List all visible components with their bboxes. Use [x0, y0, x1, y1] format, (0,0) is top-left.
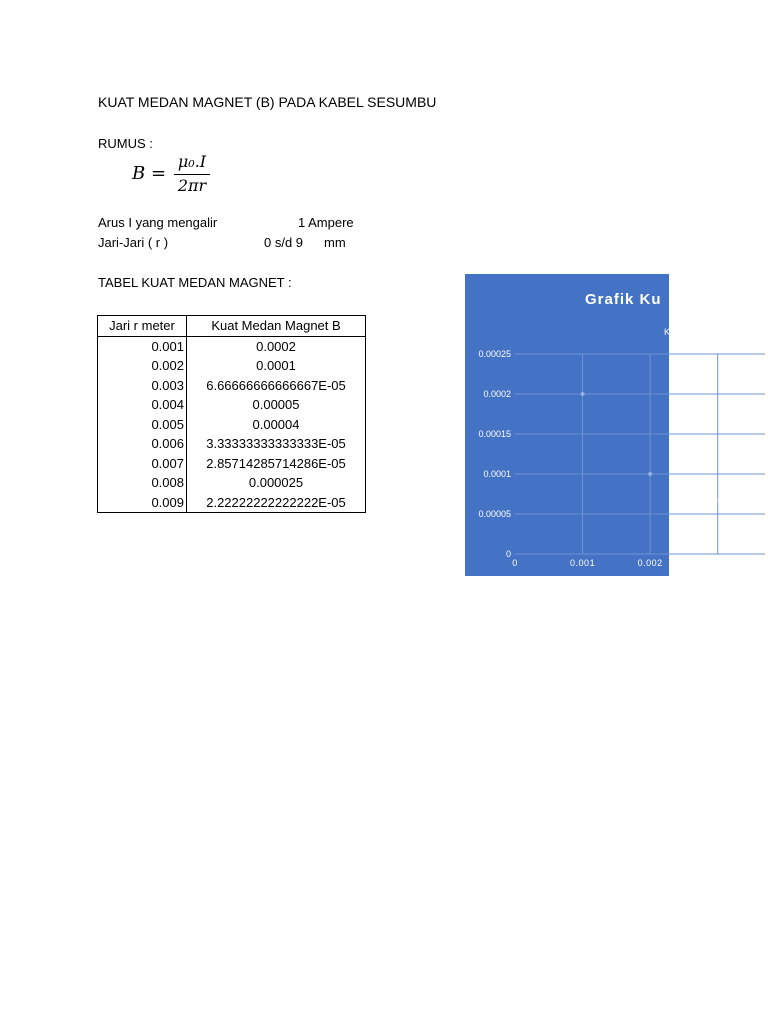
cell-field: 0.0002: [187, 336, 366, 356]
cell-field: 3.33333333333333E-05: [187, 434, 366, 454]
formula-lhs: B =: [132, 163, 167, 184]
table-row: [98, 356, 366, 376]
y-tick-label: 0.00015: [478, 429, 511, 439]
y-tick-label: 0.00005: [478, 509, 511, 519]
x-tick-label: 0.003: [705, 558, 731, 568]
cell-radius: 0.009: [98, 493, 187, 513]
scatter-chart: [465, 274, 731, 576]
cell-radius: 0.004: [98, 395, 187, 415]
radius-value: 0 s/d 9: [264, 235, 304, 250]
cell-radius: 0.005: [98, 415, 187, 435]
column-header-field: Kuat Medan Magnet B: [187, 316, 366, 337]
cell-radius: 0.008: [98, 473, 187, 493]
x-tick-label: 0: [512, 558, 518, 568]
table-row: [98, 493, 366, 513]
radius-unit: mm: [324, 235, 346, 250]
table-header-row: [98, 316, 366, 337]
cell-radius: 0.007: [98, 454, 187, 474]
table-row: [98, 473, 366, 493]
table-row: [98, 434, 366, 454]
data-point[interactable]: [716, 499, 720, 503]
cell-field: 0.00004: [187, 415, 366, 435]
cell-radius: 0.006: [98, 434, 187, 454]
formula-numerator: μ₀.I: [177, 152, 207, 171]
table-label: TABEL KUAT MEDAN MAGNET :: [98, 275, 292, 290]
current-value: 1 Ampere: [298, 215, 354, 230]
table-row: [98, 395, 366, 415]
table-row: [98, 415, 366, 435]
cell-field: 0.00005: [187, 395, 366, 415]
formula-denominator: 2πr: [177, 176, 207, 195]
chart-panel[interactable]: [465, 274, 731, 576]
table-row: [98, 454, 366, 474]
page-title: KUAT MEDAN MAGNET (B) PADA KABEL SESUMBU: [98, 94, 437, 110]
cell-radius: 0.001: [98, 336, 187, 356]
formula-label: RUMUS :: [98, 136, 153, 151]
column-header-radius: Jari r meter: [98, 316, 187, 337]
x-tick-label: 0.002: [637, 558, 663, 568]
legend-label: K: [664, 327, 671, 337]
y-tick-label: 0.00025: [478, 349, 511, 359]
data-point[interactable]: [648, 472, 652, 476]
formula-fraction: [174, 152, 210, 195]
y-tick-label: 0: [505, 549, 511, 559]
table-row: [98, 336, 366, 356]
cell-field: 2.22222222222222E-05: [187, 493, 366, 513]
magnetic-field-table: [97, 315, 366, 513]
radius-label: Jari-Jari ( r ): [98, 235, 169, 250]
fraction-bar: [174, 174, 210, 175]
y-tick-label: 0.0002: [483, 389, 511, 399]
cell-radius: 0.003: [98, 376, 187, 396]
cell-field: 0.000025: [187, 473, 366, 493]
current-label: Arus I yang mengalir: [98, 215, 218, 230]
x-tick-label: 0.001: [570, 558, 596, 568]
cell-field: 2.85714285714286E-05: [187, 454, 366, 474]
data-point[interactable]: [581, 392, 585, 396]
chart-title: Grafik Ku: [585, 291, 662, 308]
cell-radius: 0.002: [98, 356, 187, 376]
y-tick-label: 0.0001: [483, 469, 511, 479]
cell-field: 0.0001: [187, 356, 366, 376]
cell-field: 6.66666666666667E-05: [187, 376, 366, 396]
table-row: [98, 376, 366, 396]
